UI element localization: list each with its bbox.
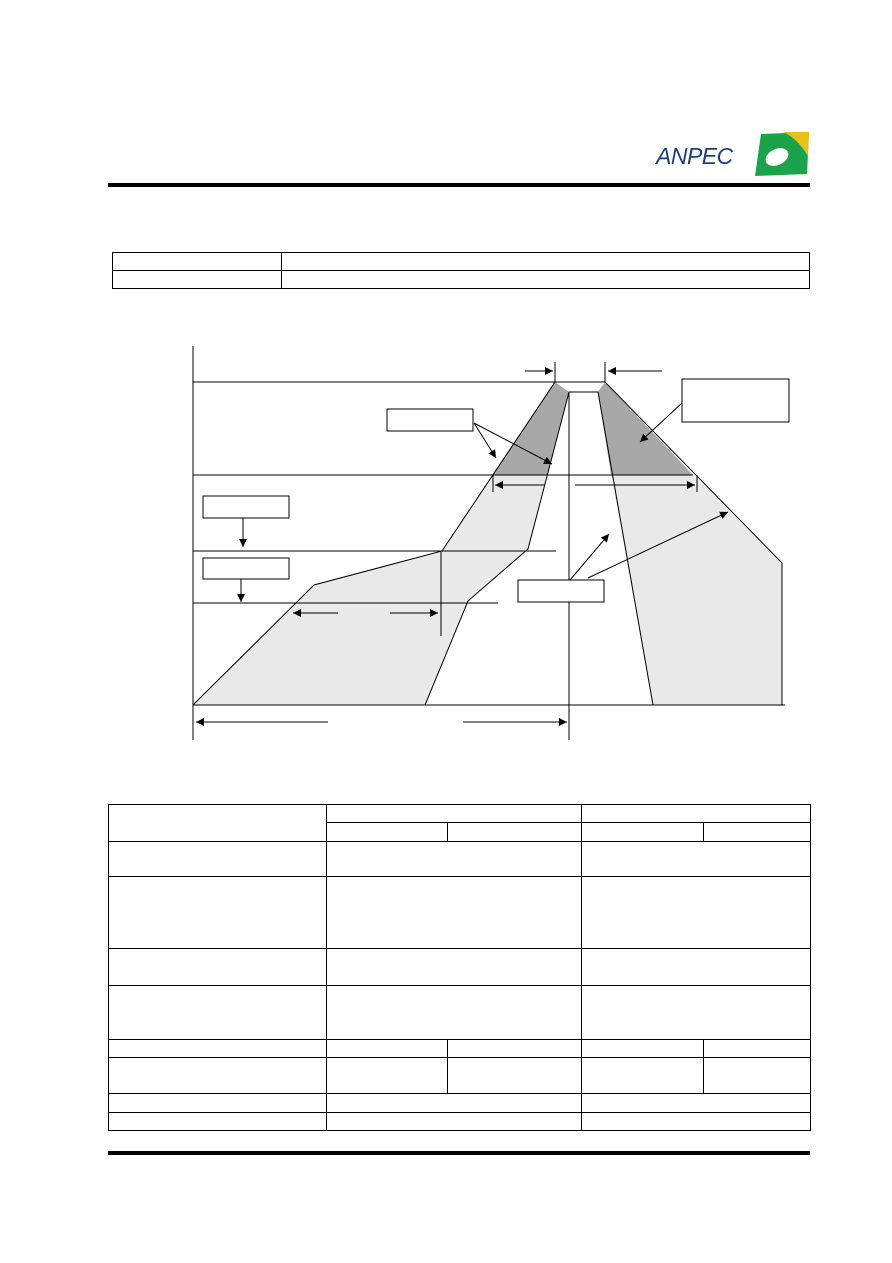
table-cell (326, 1039, 447, 1057)
profile-fill-dark (493, 382, 693, 475)
table-cell (109, 1057, 327, 1094)
table-row (109, 1112, 811, 1130)
table-cell (582, 1112, 811, 1130)
table-cell (582, 1039, 704, 1057)
table-cell (704, 823, 811, 841)
label-box (682, 379, 789, 422)
table-cell (326, 877, 582, 949)
table-cell (582, 805, 811, 823)
table-cell (582, 1057, 704, 1094)
table-cell (326, 841, 582, 877)
label-box (518, 580, 604, 602)
callout-arrow (570, 534, 609, 580)
table-cell (109, 841, 327, 877)
table-cell (582, 841, 811, 877)
table-row (109, 1039, 811, 1057)
table-cell (582, 985, 811, 1039)
table-cell (582, 877, 811, 949)
footer-rule (108, 1151, 810, 1155)
table-cell (582, 823, 704, 841)
table-cell (582, 1094, 811, 1112)
table-row (109, 841, 811, 877)
table-cell (326, 1094, 582, 1112)
table-cell (704, 1057, 811, 1094)
table-cell (109, 1039, 327, 1057)
table-cell (326, 985, 582, 1039)
table-cell (326, 1057, 447, 1094)
table-row (109, 1094, 811, 1112)
table-row (109, 985, 811, 1039)
table-row (109, 877, 811, 949)
table-cell (447, 823, 582, 841)
table-cell (326, 1112, 582, 1130)
table-cell (326, 805, 582, 823)
label-box (387, 409, 473, 431)
table-cell (109, 805, 327, 842)
table-cell (326, 949, 582, 986)
table-row (109, 805, 811, 823)
table-cell (582, 949, 811, 986)
table-row (109, 1057, 811, 1094)
table-cell (447, 1057, 582, 1094)
label-box (203, 496, 289, 518)
table-cell (109, 949, 327, 986)
table-cell (109, 877, 327, 949)
table-row (109, 949, 811, 986)
label-box (203, 558, 289, 579)
table-cell (447, 1039, 582, 1057)
table-cell (109, 985, 327, 1039)
table-cell (109, 1112, 327, 1130)
table-cell (326, 823, 447, 841)
callout-arrow (640, 403, 682, 442)
table-cell (109, 1094, 327, 1112)
table-cell (704, 1039, 811, 1057)
brand-wordmark: ANPEC (656, 143, 733, 169)
spec-table (108, 804, 811, 1131)
